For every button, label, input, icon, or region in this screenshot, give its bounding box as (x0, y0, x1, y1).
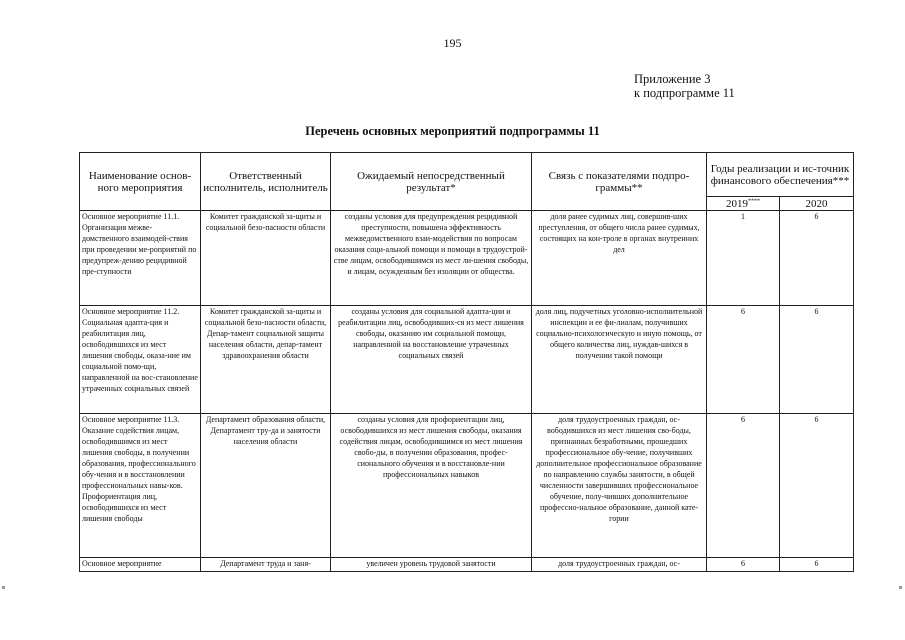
header-year-2019-label: 2019 (726, 197, 748, 210)
document-title: Перечень основных мероприятий подпрограммы 11 (305, 124, 600, 138)
row-4-result: увеличен уровень трудовой занятости (331, 558, 532, 572)
row-4-executor: Департамент труда и заня- (201, 558, 331, 572)
page-number: 195 (443, 36, 462, 50)
header-link: Связь с показателями подпро-граммы** (532, 153, 707, 211)
row-1-name: Основное мероприятие 11.1. Организация межве-домственного взаимодей-ствия при проведении ме-роприятий по предупреж-дению рецидивной пре-ступности (80, 211, 201, 306)
row-2-link: доля лиц, подучетных уголовно-исполнительной инспекции и ее фи-лиалам, получивших социально-психологическую и иную помощь, от общего количества лиц, нуждав-шихся в получении такой помощи (532, 306, 707, 414)
header-result: Ожидаемый непосредственный результат* (331, 153, 532, 211)
row-3-link: доля трудоустроенных граждан, ос-вободившихся из мест лишения сво-боды, признанных безработными, прошедших профессиональное обу-чение, получивших дополнительное профессиональное образование по направлению службы занятости, в общей численности завершивших профессиональное обучение, полу-чивших дополнительное профессио-нальное образование, данной кате-гории (532, 414, 707, 558)
table-row (80, 414, 854, 558)
header-executor: Ответственный исполнитель, исполнитель (201, 153, 331, 211)
row-1-executor: Комитет гражданской за-щиты и социальной безо-пасности области (201, 211, 331, 306)
appendix-line-1: Приложение 3 (634, 72, 711, 86)
row-4-link: доля трудоустроенных граждан, ос- (532, 558, 707, 572)
row-4-name: Основное мероприятие (80, 558, 201, 572)
row-2-executor: Комитет гражданской за-щиты и социальной безо-пасности области, Депар-тамент социальной защиты населения области, депар-тамент здравоохранения области (201, 306, 331, 414)
row-3-executor: Департамент образования области, Департамент тру-да и занятости населения области (201, 414, 331, 558)
header-name: Наименование основ-ного мероприятия (80, 153, 201, 211)
row-3-2019: 6 (707, 414, 780, 558)
table-row (80, 558, 854, 572)
header-year-2019-footnote-mark: **** (748, 197, 760, 204)
row-2-2019: 6 (707, 306, 780, 414)
header-year-2020: 2020 (780, 197, 854, 211)
header-years-group: Годы реализации и ис-точник финансового обеспечения*** (707, 153, 854, 197)
row-1-2020: 6 (780, 211, 854, 306)
header-year-2019 (707, 197, 780, 211)
row-2-result: созданы условия для социальной адапта-ции и реабилитации лиц, освободивших-ся из мест лишения свободы, оказанию им социальной помощи, направленной на восстановление утраченных социальных связей (331, 306, 532, 414)
row-2-name: Основное мероприятие 11.2. Социальная адапта-ция и реабилитация лиц, освободившихся из мест лишения свободы, оказа-ние им социальной помо-щи, направленной на вос-становление утраченных социальных связей (80, 306, 201, 414)
appendix-line-2: к подпрограмме 11 (634, 86, 735, 100)
row-1-2019: 1 (707, 211, 780, 306)
appendix-caption (634, 72, 735, 100)
table-row (80, 211, 854, 306)
scan-edge-mark (899, 586, 902, 589)
row-3-name: Основное мероприятие 11.3. Оказание содействия лицам, освободившимся из мест лишения свободы, в получении образования, профессионального обу-чения и в восстановлении профессиональных навы-ков. Профориентация лиц, освободившихся из мест лишения свободы (80, 414, 201, 558)
row-2-2020: 6 (780, 306, 854, 414)
scan-edge-mark (2, 586, 5, 589)
row-1-result: созданы условия для предупреждения рецидивной преступности, повышена эффективность межведомственного взаи-модействия по вопросам оказания соци-альной помощи и помощи в трудоустрой-стве лицам, освободившимся из мест ли-шения свободы, и лицам, осужденным без изоляции от общества. (331, 211, 532, 306)
row-3-result: созданы условия для профориентации лиц, освободившихся из мест лишения свободы, оказания содействия лицам, освободившимся из мест лишения свобо-ды, в получении образования, профес-сионального обучения и в восстановле-нии профессиональных навыков (331, 414, 532, 558)
row-3-2020: 6 (780, 414, 854, 558)
row-1-link: доля ранее судимых лиц, совершив-ших преступления, от общего числа ранее судимых, состоящих на кон-троле в органах внутренних дел (532, 211, 707, 306)
row-4-2019: 6 (707, 558, 780, 572)
measures-table (79, 152, 854, 572)
table-row (80, 306, 854, 414)
row-4-2020: 6 (780, 558, 854, 572)
